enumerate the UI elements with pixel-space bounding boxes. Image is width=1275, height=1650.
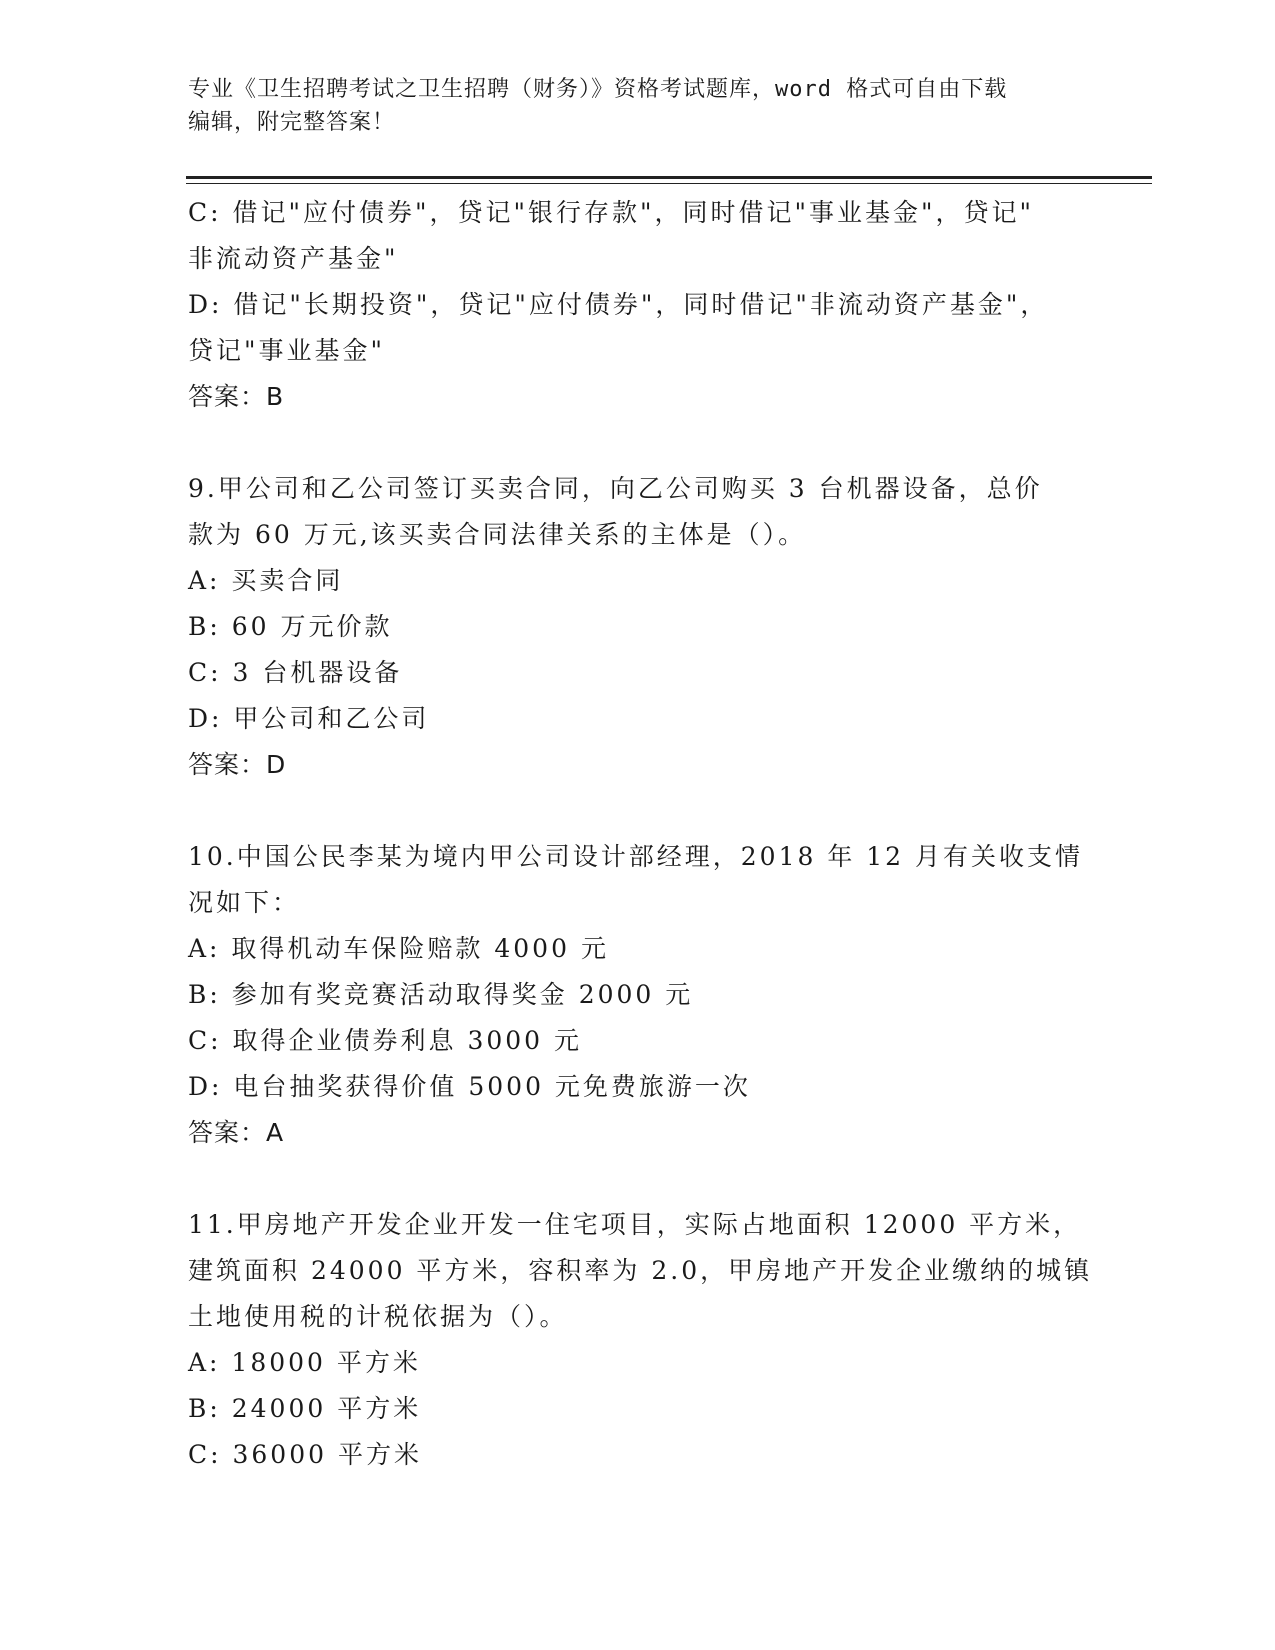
option-d-line-2: 贷记"事业基金" bbox=[188, 336, 385, 365]
question-9-option-d: D: 甲公司和乙公司 bbox=[188, 704, 430, 733]
question-body bbox=[188, 190, 1093, 1478]
question-10-option-c: C: 取得企业债券利息 3000 元 bbox=[188, 1026, 583, 1055]
question-11 bbox=[188, 1202, 1093, 1478]
question-11-stem-line-3: 土地使用税的计税依据为（）。 bbox=[188, 1302, 568, 1331]
answer-8: 答案：B bbox=[188, 382, 285, 411]
spacer bbox=[188, 788, 1088, 834]
question-10-option-d: D: 电台抽奖获得价值 5000 元免费旅游一次 bbox=[188, 1072, 751, 1101]
question-10-stem-line-1: 10.中国公民李某为境内甲公司设计部经理，2018 年 12 月有关收支情 bbox=[188, 842, 1084, 871]
question-9 bbox=[188, 466, 1088, 788]
header-divider-thin bbox=[186, 183, 1152, 184]
question-9-option-a: A: 买卖合同 bbox=[188, 566, 344, 595]
question-9-option-b: B: 60 万元价款 bbox=[188, 612, 393, 641]
question-9-stem-line-2: 款为 60 万元,该买卖合同法律关系的主体是（）。 bbox=[188, 520, 807, 549]
option-c-line-1: C: 借记"应付债券"，贷记"银行存款"，同时借记"事业基金"，贷记" bbox=[188, 198, 1034, 227]
question-10 bbox=[188, 834, 1088, 1156]
previous-question-options bbox=[188, 190, 1088, 420]
question-10-option-b: B: 参加有奖竞赛活动取得奖金 2000 元 bbox=[188, 980, 694, 1009]
question-9-stem-line-1: 9.甲公司和乙公司签订买卖合同，向乙公司购买 3 台机器设备，总价 bbox=[188, 474, 1043, 503]
question-11-stem-line-1: 11.甲房地产开发企业开发一住宅项目，实际占地面积 12000 平方米， bbox=[188, 1210, 1082, 1239]
question-10-option-a: A: 取得机动车保险赔款 4000 元 bbox=[188, 934, 609, 963]
option-c-line-2: 非流动资产基金" bbox=[188, 244, 399, 273]
answer-9: 答案：D bbox=[188, 750, 287, 779]
header-title-line-1: 专业《卫生招聘考试之卫生招聘（财务）》资格考试题库，word 格式可自由下载 bbox=[188, 77, 1008, 102]
question-11-stem-line-2: 建筑面积 24000 平方米，容积率为 2.0，甲房地产开发企业缴纳的城镇 bbox=[188, 1256, 1093, 1285]
answer-10: 答案：A bbox=[188, 1118, 285, 1147]
question-10-stem-line-2: 况如下： bbox=[188, 888, 301, 917]
question-9-option-c: C: 3 台机器设备 bbox=[188, 658, 403, 687]
spacer bbox=[188, 1156, 1088, 1202]
header-title-line-2: 编辑，附完整答案！ bbox=[188, 110, 396, 135]
option-d-line-1: D: 借记"长期投资"，贷记"应付债券"，同时借记"非流动资产基金"， bbox=[188, 290, 1049, 319]
page-header bbox=[188, 73, 1068, 139]
question-11-option-b: B: 24000 平方米 bbox=[188, 1394, 422, 1423]
question-11-option-c: C: 36000 平方米 bbox=[188, 1440, 422, 1469]
spacer bbox=[188, 420, 1088, 466]
header-divider-thick bbox=[186, 176, 1152, 179]
question-11-option-a: A: 18000 平方米 bbox=[188, 1348, 421, 1377]
